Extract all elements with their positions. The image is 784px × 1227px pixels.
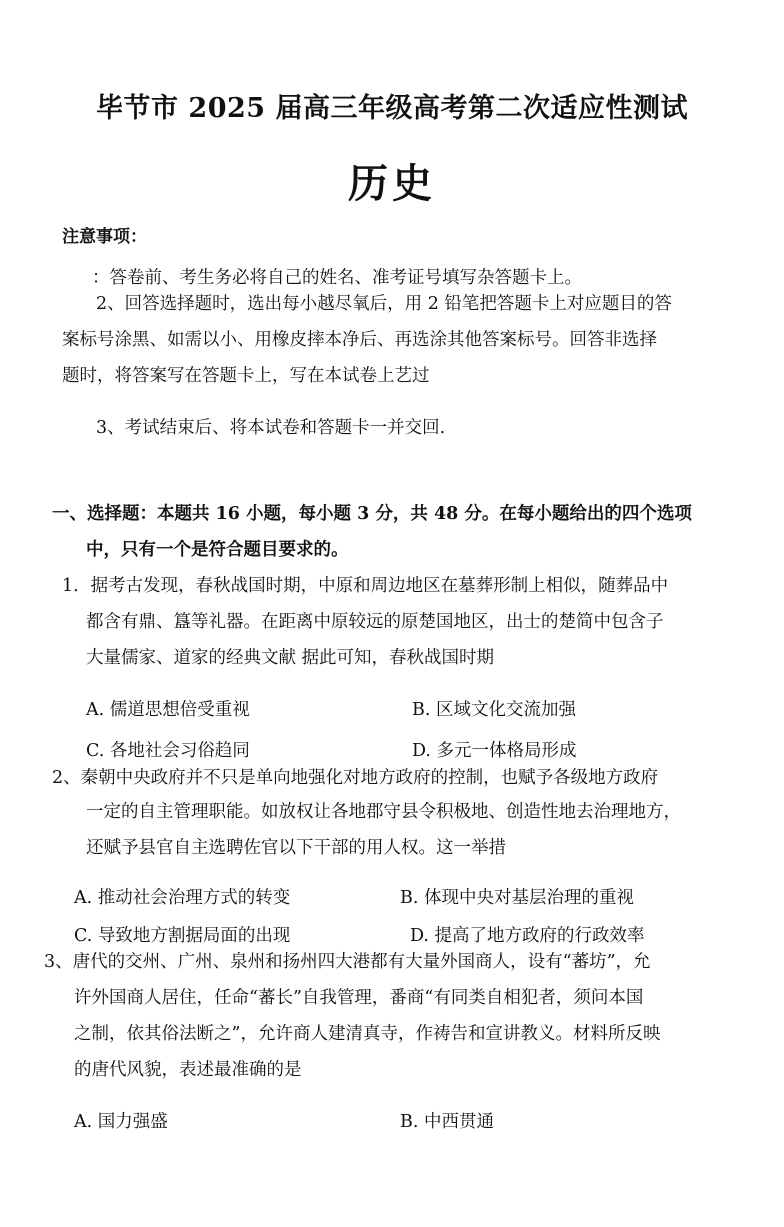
question-1-line-2: 都含有鼎、簋等礼器。在距离中原较远的原楚国地区，出士的楚简中包含子 [86, 612, 664, 632]
question-3-line-2: 许外国商人居住，任命“蕃长”自我管理，番商“有同类自相犯者，须问本国 [74, 988, 644, 1008]
question-1-option-c: C. 各地社会习俗趋同 [86, 741, 250, 761]
question-2-option-d: D. 提高了地方政府的行政效率 [410, 926, 645, 946]
exam-title: 毕节市 2025 届高三年级高考第二次适应性测试 [96, 93, 688, 124]
question-1-option-a: A. 儒道思想倍受重视 [86, 700, 250, 720]
question-1-option-b: B. 区域文化交流加强 [412, 700, 576, 720]
notice-line-2: 2、回答选择题时，选出每小越尽氧后，用 2 铅笔把答题卡上对应题目的答 [96, 294, 672, 314]
question-3-option-b: B. 中西贯通 [400, 1112, 494, 1132]
question-2-line-2: 一定的自主管理职能。如放权让各地郡守县令积极地、创造性地去治理地方， [86, 802, 681, 822]
question-3-option-a: A. 国力强盛 [74, 1112, 168, 1132]
question-2-option-b: B. 体现中央对基层治理的重视 [400, 888, 634, 908]
subject-title: 历史 [348, 160, 436, 207]
notice-line-1: ：答卷前、考生务必将自己的姓名、准考证号填写杂答题卡上。 [92, 268, 582, 288]
question-1-line-1: 1．据考古发现，春秋战国时期，中原和周边地区在墓葬形制上相似，随葬品中 [62, 576, 669, 596]
question-2-option-a: A. 推动社会治理方式的转变 [74, 888, 291, 908]
notice-line-3: 案标号涂黑、如需以小、用橡皮摔本净后、再选涂其他答案标号。回答非选择 [62, 330, 657, 350]
question-3-line-3: 之制，依其俗法断之”，允许商人建清真寺，作祷告和宣讲教义。材料所反映 [74, 1024, 661, 1044]
question-3-line-1: 3、唐代的交州、广州、泉州和扬州四大港都有大量外国商人，设有“蕃坊”，允 [44, 952, 651, 972]
section-heading-line-2: 中，只有一个是符合题目要求的。 [86, 540, 349, 560]
question-2-line-3: 还赋予县官自主选聘佐官以下干部的用人权。这一举措 [86, 838, 506, 858]
question-1-line-3: 大量儒家、道家的经典文献 据此可知，春秋战国时期 [86, 648, 495, 668]
section-heading-line-1: 一、选择题：本题共 16 小题，每小题 3 分，共 48 分。在每小题给出的四个选项 [52, 504, 692, 524]
question-2-option-c: C. 导致地方割据局面的出现 [74, 926, 291, 946]
notice-line-4: 题时，将答案写在答题卡上，写在本试卷上艺过 [62, 366, 430, 386]
notice-heading: 注意事项： [62, 227, 147, 247]
question-2-line-1: 2、秦朝中央政府并不只是单向地强化对地方政府的控制，也赋予各级地方政府 [52, 768, 659, 788]
notice-line-5: 3、考试结束后、将本试卷和答题卡一并交回. [96, 418, 446, 438]
question-3-line-4: 的唐代风貌，表述最准确的是 [74, 1060, 302, 1080]
question-1-option-d: D. 多元一体格局形成 [412, 741, 577, 761]
